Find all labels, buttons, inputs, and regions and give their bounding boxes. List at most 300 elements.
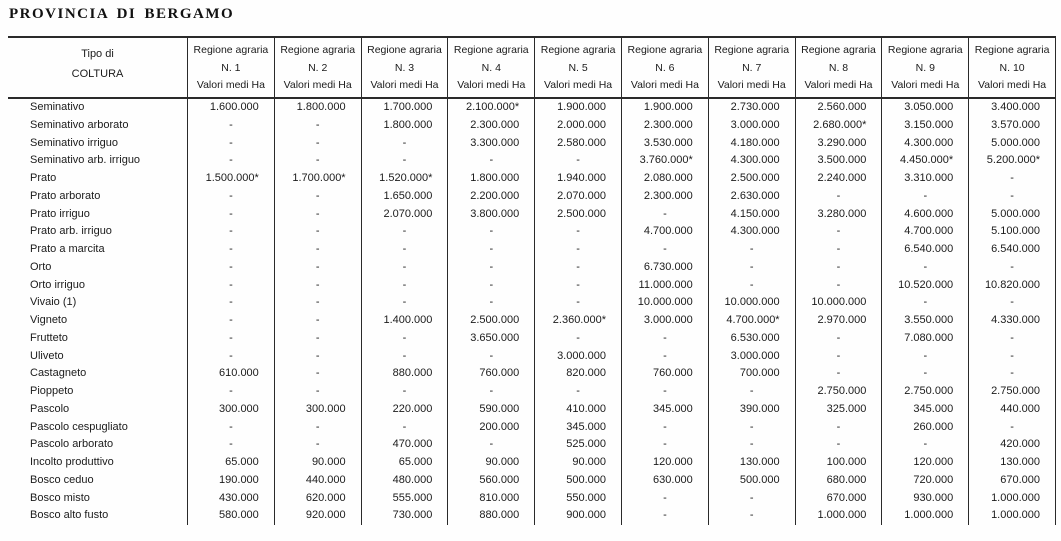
value-cell: 3.500.000 <box>796 152 883 170</box>
value-cell: 5.000.000 <box>969 206 1056 224</box>
value-cell: - <box>275 223 362 241</box>
region-number: N. 5 <box>568 61 588 74</box>
value-cell: 470.000 <box>362 436 449 454</box>
value-cell: 620.000 <box>275 490 362 508</box>
value-cell: 6.540.000 <box>882 241 969 259</box>
value-cell: - <box>622 490 709 508</box>
value-cell: 220.000 <box>362 401 449 419</box>
value-cell: 1.800.000 <box>275 99 362 117</box>
value-cell: - <box>709 241 796 259</box>
value-cell: 2.100.000* <box>448 99 535 117</box>
value-cell: - <box>275 259 362 277</box>
value-cell: 2.970.000 <box>796 312 883 330</box>
unit-label: Valori medi Ha <box>370 79 439 91</box>
row-label: Vigneto <box>8 312 188 330</box>
column-header-region-1 <box>188 38 275 97</box>
table-row <box>8 135 1056 153</box>
region-label: Regione agraria <box>193 44 269 56</box>
region-label: Regione agraria <box>974 44 1050 56</box>
value-cell: 2.300.000 <box>622 117 709 135</box>
table-header-row <box>8 36 1056 99</box>
value-cell: 5.000.000 <box>969 135 1056 153</box>
value-cell: 2.070.000 <box>362 206 449 224</box>
value-cell: - <box>448 348 535 366</box>
value-cell: - <box>882 259 969 277</box>
table-row <box>8 383 1056 401</box>
value-cell: - <box>535 330 622 348</box>
value-cell: 810.000 <box>448 490 535 508</box>
value-cell: 200.000 <box>448 419 535 437</box>
value-cell: - <box>275 330 362 348</box>
value-cell: 65.000 <box>362 454 449 472</box>
value-cell: 2.560.000 <box>796 99 883 117</box>
value-cell: - <box>448 241 535 259</box>
value-cell: - <box>275 365 362 383</box>
value-cell: - <box>709 277 796 295</box>
row-label: Bosco alto fusto <box>8 507 188 525</box>
region-label: Regione agraria <box>887 44 963 56</box>
value-cell: 1.000.000 <box>969 490 1056 508</box>
value-cell: - <box>275 206 362 224</box>
value-cell: 555.000 <box>362 490 449 508</box>
value-cell: 670.000 <box>796 490 883 508</box>
value-cell: - <box>188 383 275 401</box>
value-cell: 410.000 <box>535 401 622 419</box>
value-cell: - <box>362 152 449 170</box>
value-cell: 1.400.000 <box>362 312 449 330</box>
region-number: N. 10 <box>999 61 1025 74</box>
value-cell: - <box>796 277 883 295</box>
value-cell: - <box>188 206 275 224</box>
value-cell: - <box>622 330 709 348</box>
value-cell: 2.200.000 <box>448 188 535 206</box>
value-cell: 880.000 <box>448 507 535 525</box>
value-cell: 900.000 <box>535 507 622 525</box>
value-cell: - <box>275 348 362 366</box>
value-cell: 4.700.000 <box>882 223 969 241</box>
value-cell: 11.000.000 <box>622 277 709 295</box>
value-cell: - <box>448 383 535 401</box>
value-cell: 610.000 <box>188 365 275 383</box>
value-cell: 430.000 <box>188 490 275 508</box>
value-cell: - <box>188 259 275 277</box>
value-cell: 730.000 <box>362 507 449 525</box>
value-cell: - <box>362 259 449 277</box>
value-cell: 3.550.000 <box>882 312 969 330</box>
value-cell: 10.000.000 <box>622 294 709 312</box>
value-cell: 1.000.000 <box>882 507 969 525</box>
value-cell: - <box>882 348 969 366</box>
row-label: Prato arborato <box>8 188 188 206</box>
value-cell: - <box>535 277 622 295</box>
value-cell: 2.500.000 <box>709 170 796 188</box>
value-cell: 2.680.000* <box>796 117 883 135</box>
value-cell: - <box>448 294 535 312</box>
value-cell: 390.000 <box>709 401 796 419</box>
value-cell: 3.800.000 <box>448 206 535 224</box>
value-cell: - <box>969 419 1056 437</box>
value-cell: 2.730.000 <box>709 99 796 117</box>
table-row <box>8 152 1056 170</box>
region-label: Regione agraria <box>714 44 790 56</box>
row-header-line2: COLTURA <box>71 68 124 80</box>
row-label: Uliveto <box>8 348 188 366</box>
column-header-region-2 <box>275 38 362 97</box>
value-cell: - <box>969 330 1056 348</box>
value-cell: - <box>188 277 275 295</box>
unit-label: Valori medi Ha <box>891 79 960 91</box>
table-row <box>8 188 1056 206</box>
value-cell: - <box>275 188 362 206</box>
value-cell: - <box>362 135 449 153</box>
table-row <box>8 507 1056 525</box>
table-row <box>8 99 1056 117</box>
table-body <box>8 99 1056 525</box>
value-cell: - <box>188 188 275 206</box>
value-cell: 760.000 <box>448 365 535 383</box>
value-cell: 10.000.000 <box>709 294 796 312</box>
column-header-region-3 <box>362 38 449 97</box>
value-cell: - <box>535 223 622 241</box>
value-cell: 325.000 <box>796 401 883 419</box>
value-cell: 3.650.000 <box>448 330 535 348</box>
value-cell: - <box>275 117 362 135</box>
table-row <box>8 312 1056 330</box>
value-cell: 3.530.000 <box>622 135 709 153</box>
value-cell: 500.000 <box>709 472 796 490</box>
value-cell: 500.000 <box>535 472 622 490</box>
value-cell: 4.700.000* <box>709 312 796 330</box>
row-header-cell <box>8 38 188 97</box>
value-cell: 4.450.000* <box>882 152 969 170</box>
value-cell: 4.300.000 <box>882 135 969 153</box>
unit-label: Valori medi Ha <box>283 79 352 91</box>
region-number: N. 8 <box>828 61 849 74</box>
table-row <box>8 223 1056 241</box>
region-number: N. 6 <box>655 61 675 74</box>
value-cell: - <box>969 294 1056 312</box>
value-cell: 590.000 <box>448 401 535 419</box>
value-cell: 1.520.000* <box>362 170 449 188</box>
row-label: Frutteto <box>8 330 188 348</box>
value-cell: 3.570.000 <box>969 117 1056 135</box>
value-cell: - <box>362 294 449 312</box>
row-label: Prato irriguo <box>8 206 188 224</box>
value-cell: 3.400.000 <box>969 99 1056 117</box>
value-cell: 5.200.000* <box>969 152 1056 170</box>
value-cell: - <box>969 259 1056 277</box>
value-cell: - <box>709 436 796 454</box>
row-label: Castagneto <box>8 365 188 383</box>
value-cell: 2.580.000 <box>535 135 622 153</box>
table-row <box>8 454 1056 472</box>
value-cell: 4.180.000 <box>709 135 796 153</box>
value-cell: 190.000 <box>188 472 275 490</box>
value-cell: - <box>882 436 969 454</box>
row-label: Seminativo arb. irriguo <box>8 152 188 170</box>
value-cell: 300.000 <box>275 401 362 419</box>
value-cell: 120.000 <box>882 454 969 472</box>
value-cell: 680.000 <box>796 472 883 490</box>
value-cell: - <box>622 383 709 401</box>
value-cell: 4.300.000 <box>709 223 796 241</box>
value-cell: - <box>448 223 535 241</box>
value-cell: - <box>796 348 883 366</box>
region-number: N. 2 <box>308 61 328 74</box>
value-cell: - <box>709 383 796 401</box>
value-cell: 1.600.000 <box>188 99 275 117</box>
table-row <box>8 117 1056 135</box>
value-cell: 300.000 <box>188 401 275 419</box>
column-header-region-4 <box>448 38 535 97</box>
value-cell: - <box>275 312 362 330</box>
value-cell: - <box>969 365 1056 383</box>
value-cell: 3.050.000 <box>882 99 969 117</box>
table-row <box>8 490 1056 508</box>
column-header-region-8 <box>796 38 883 97</box>
value-cell: - <box>882 294 969 312</box>
value-cell: 1.000.000 <box>969 507 1056 525</box>
value-cell: 90.000 <box>448 454 535 472</box>
value-cell: 2.000.000 <box>535 117 622 135</box>
row-label: Orto <box>8 259 188 277</box>
value-cell: - <box>188 152 275 170</box>
value-cell: 440.000 <box>275 472 362 490</box>
value-cell: - <box>796 365 883 383</box>
value-cell: 6.530.000 <box>709 330 796 348</box>
value-cell: - <box>622 419 709 437</box>
column-header-region-5 <box>535 38 622 97</box>
value-cell: 440.000 <box>969 401 1056 419</box>
value-cell: 1.000.000 <box>796 507 883 525</box>
column-header-region-10 <box>969 38 1056 97</box>
column-header-region-9 <box>882 38 969 97</box>
value-cell: - <box>188 436 275 454</box>
value-cell: 1.800.000 <box>448 170 535 188</box>
value-cell: 1.700.000* <box>275 170 362 188</box>
value-cell: - <box>362 348 449 366</box>
value-cell: 3.290.000 <box>796 135 883 153</box>
row-label: Pascolo <box>8 401 188 419</box>
row-label: Bosco ceduo <box>8 472 188 490</box>
value-cell: - <box>535 152 622 170</box>
page-title: PROVINCIA DI BERGAMO <box>9 6 235 22</box>
value-cell: 3.280.000 <box>796 206 883 224</box>
value-cell: - <box>796 188 883 206</box>
value-cell: 2.300.000 <box>448 117 535 135</box>
unit-label: Valori medi Ha <box>630 79 699 91</box>
row-label: Pioppeto <box>8 383 188 401</box>
unit-label: Valori medi Ha <box>717 79 786 91</box>
value-cell: 7.080.000 <box>882 330 969 348</box>
region-number: N. 3 <box>394 61 415 74</box>
value-cell: 2.750.000 <box>796 383 883 401</box>
value-cell: 260.000 <box>882 419 969 437</box>
value-cell: - <box>275 294 362 312</box>
value-cell: - <box>622 436 709 454</box>
row-label: Seminativo irriguo <box>8 135 188 153</box>
value-cell: - <box>362 277 449 295</box>
value-cell: 5.100.000 <box>969 223 1056 241</box>
value-cell: 2.300.000 <box>622 188 709 206</box>
value-cell: - <box>188 330 275 348</box>
row-label: Orto irriguo <box>8 277 188 295</box>
value-cell: - <box>448 277 535 295</box>
table-row <box>8 170 1056 188</box>
value-cell: 4.600.000 <box>882 206 969 224</box>
value-cell: 2.360.000* <box>535 312 622 330</box>
value-cell: 345.000 <box>882 401 969 419</box>
value-cell: - <box>796 223 883 241</box>
value-cell: 4.700.000 <box>622 223 709 241</box>
value-cell: 130.000 <box>969 454 1056 472</box>
value-cell: - <box>188 419 275 437</box>
value-cell: - <box>275 135 362 153</box>
column-header-region-6 <box>622 38 709 97</box>
value-cell: 1.900.000 <box>535 99 622 117</box>
column-header-region-7 <box>709 38 796 97</box>
unit-label: Valori medi Ha <box>544 79 613 91</box>
value-cell: 525.000 <box>535 436 622 454</box>
region-label: Regione agraria <box>801 44 876 56</box>
table-row <box>8 348 1056 366</box>
value-cell: 1.940.000 <box>535 170 622 188</box>
value-cell: 480.000 <box>362 472 449 490</box>
value-cell: - <box>535 241 622 259</box>
value-cell: - <box>969 188 1056 206</box>
value-cell: - <box>448 152 535 170</box>
value-cell: - <box>709 419 796 437</box>
row-label: Seminativo arborato <box>8 117 188 135</box>
value-cell: 1.700.000 <box>362 99 449 117</box>
value-cell: - <box>188 223 275 241</box>
value-cell: - <box>622 348 709 366</box>
value-cell: - <box>535 294 622 312</box>
value-cell: - <box>535 259 622 277</box>
row-header-line1: Tipo di <box>81 48 114 60</box>
value-cell: 930.000 <box>882 490 969 508</box>
value-cell: 3.000.000 <box>535 348 622 366</box>
row-label: Vivaio (1) <box>8 294 188 312</box>
value-cell: - <box>709 490 796 508</box>
value-cell: - <box>622 206 709 224</box>
value-cell: 6.540.000 <box>969 241 1056 259</box>
row-label: Prato <box>8 170 188 188</box>
value-cell: 3.150.000 <box>882 117 969 135</box>
table-row <box>8 294 1056 312</box>
value-cell: - <box>969 348 1056 366</box>
value-cell: 3.000.000 <box>622 312 709 330</box>
value-cell: 4.300.000 <box>709 152 796 170</box>
value-cell: 345.000 <box>622 401 709 419</box>
value-cell: 920.000 <box>275 507 362 525</box>
value-cell: 3.000.000 <box>709 348 796 366</box>
value-cell: 130.000 <box>709 454 796 472</box>
row-label: Seminativo <box>8 99 188 117</box>
region-number: N. 4 <box>481 61 501 74</box>
value-cell: 2.500.000 <box>448 312 535 330</box>
value-cell: 630.000 <box>622 472 709 490</box>
value-cell: 1.500.000* <box>188 170 275 188</box>
value-cell: - <box>275 436 362 454</box>
region-number: N. 1 <box>221 61 241 74</box>
value-cell: 90.000 <box>275 454 362 472</box>
value-cell: 1.900.000 <box>622 99 709 117</box>
value-cell: - <box>188 312 275 330</box>
value-cell: 560.000 <box>448 472 535 490</box>
value-cell: - <box>188 135 275 153</box>
value-cell: 345.000 <box>535 419 622 437</box>
value-cell: 2.070.000 <box>535 188 622 206</box>
value-cell: - <box>275 241 362 259</box>
value-cell: - <box>362 383 449 401</box>
value-cell: 2.240.000 <box>796 170 883 188</box>
value-cell: - <box>275 383 362 401</box>
value-cell: - <box>969 170 1056 188</box>
value-cell: - <box>448 259 535 277</box>
value-cell: - <box>882 188 969 206</box>
value-cell: 120.000 <box>622 454 709 472</box>
region-number: N. 9 <box>915 61 935 74</box>
value-cell: 2.500.000 <box>535 206 622 224</box>
table-row <box>8 330 1056 348</box>
value-cell: - <box>275 419 362 437</box>
value-cell: 1.800.000 <box>362 117 449 135</box>
unit-label: Valori medi Ha <box>804 79 873 91</box>
region-label: Regione agraria <box>540 44 616 56</box>
value-cell: 10.520.000 <box>882 277 969 295</box>
value-cell: - <box>796 259 883 277</box>
region-label: Regione agraria <box>453 44 529 56</box>
value-cell: 65.000 <box>188 454 275 472</box>
value-cell: - <box>188 241 275 259</box>
region-label: Regione agraria <box>367 44 442 56</box>
value-cell: 100.000 <box>796 454 883 472</box>
value-cell: - <box>796 330 883 348</box>
row-label: Prato a marcita <box>8 241 188 259</box>
value-cell: 2.750.000 <box>882 383 969 401</box>
value-cell: - <box>362 223 449 241</box>
value-cell: - <box>796 419 883 437</box>
table-row <box>8 401 1056 419</box>
unit-label: Valori medi Ha <box>978 79 1047 91</box>
value-cell: 3.000.000 <box>709 117 796 135</box>
value-cell: 2.080.000 <box>622 170 709 188</box>
value-cell: - <box>362 330 449 348</box>
value-cell: - <box>188 117 275 135</box>
value-cell: 700.000 <box>709 365 796 383</box>
value-cell: 6.730.000 <box>622 259 709 277</box>
value-cell: 4.330.000 <box>969 312 1056 330</box>
value-cell: 420.000 <box>969 436 1056 454</box>
value-cell: - <box>622 241 709 259</box>
value-cell: - <box>275 277 362 295</box>
value-cell: - <box>362 241 449 259</box>
value-cell: - <box>882 365 969 383</box>
region-label: Regione agraria <box>280 44 356 56</box>
value-cell: 90.000 <box>535 454 622 472</box>
value-cell: - <box>535 383 622 401</box>
value-cell: 1.650.000 <box>362 188 449 206</box>
value-cell: - <box>709 507 796 525</box>
value-cell: - <box>622 507 709 525</box>
value-cell: 2.750.000 <box>969 383 1056 401</box>
table-row <box>8 365 1056 383</box>
table-row <box>8 472 1056 490</box>
land-values-table <box>8 36 1056 525</box>
table-row <box>8 259 1056 277</box>
value-cell: 880.000 <box>362 365 449 383</box>
